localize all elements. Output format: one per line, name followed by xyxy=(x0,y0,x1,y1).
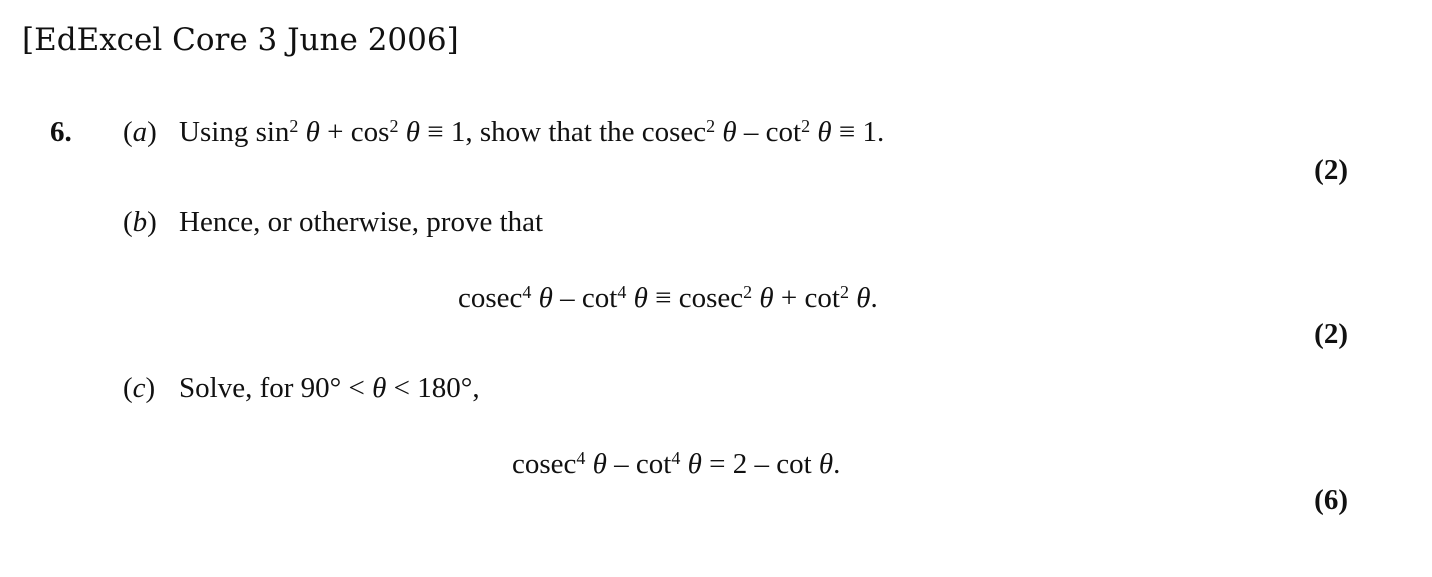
part-b-text: Hence, or otherwise, prove that xyxy=(179,206,544,238)
question-number: 6. xyxy=(50,116,72,148)
part-b-label: (b) xyxy=(123,206,157,238)
part-c-equation: cosec$^4$ $\theta - \cot^4 \theta = 2 - \cot \theta$. xyxy=(512,448,841,480)
part-a-label: (a) xyxy=(123,116,157,148)
part-c-marks: (6) xyxy=(1314,484,1348,516)
page-heading: [EdExcel Core 3 June 2006] xyxy=(22,22,459,58)
part-c xyxy=(123,372,480,405)
part-a xyxy=(123,116,884,149)
part-c-label: (c) xyxy=(123,372,156,404)
part-b xyxy=(123,206,543,239)
part-c-text: Solve, for 90° < θ < 180°, xyxy=(179,372,480,404)
part-a-text: Using $\sin^2 \theta + \cos^2 \theta \equiv 1$, show that the cosec$^2$ $\theta - \cot^2 \theta \equiv 1$. xyxy=(179,116,885,148)
part-b-equation: cosec$^4$ $\theta - \cot^4 \theta \equiv cosec^2$ $\theta + \cot^2 \theta$. xyxy=(458,282,878,314)
part-a-marks: (2) xyxy=(1314,154,1348,186)
part-b-marks: (2) xyxy=(1314,318,1348,350)
